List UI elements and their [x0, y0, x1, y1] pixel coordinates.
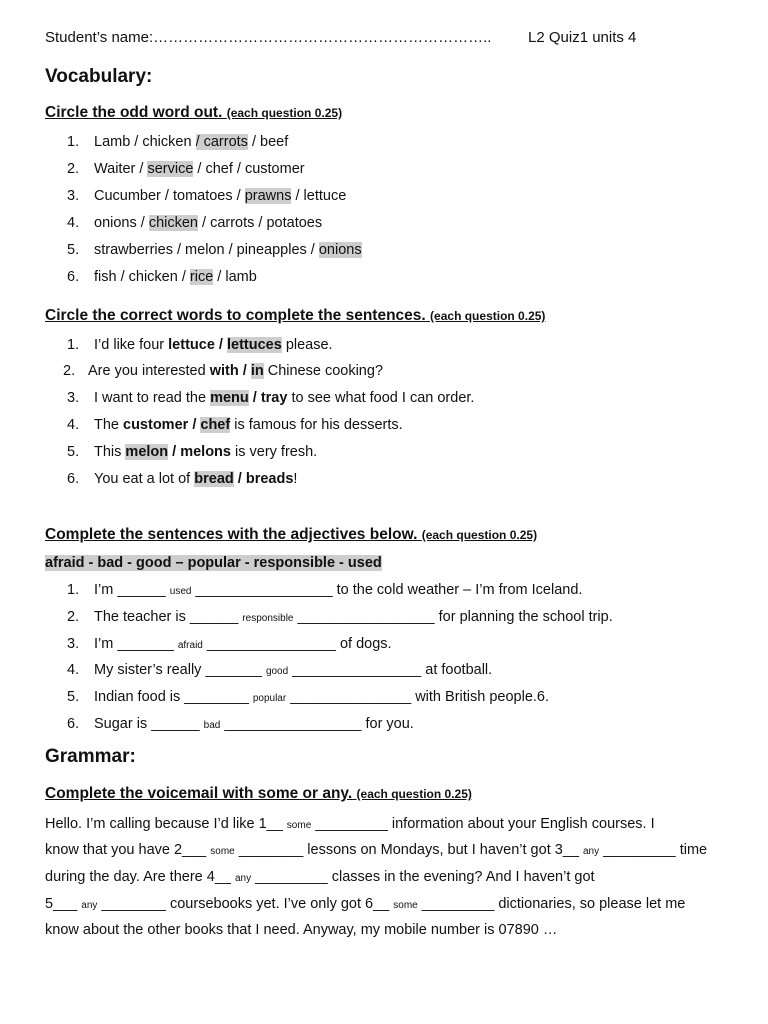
correct-words-title: Circle the correct words to complete the sentences.	[45, 307, 426, 324]
adjectives-title: Complete the sentences with the adjectives below.	[45, 526, 418, 543]
highlighted-answer: onions	[318, 242, 362, 258]
written-answer: any	[81, 900, 98, 911]
list-item: 5. strawberries / melon / pineapples / onions	[67, 242, 362, 258]
odd-word-points: (each question 0.25)	[226, 106, 343, 120]
highlighted-answer: service	[147, 161, 194, 177]
voicemail-line: Hello. I’m calling because I’d like 1__ some _________ information about your English courses. I	[45, 816, 655, 832]
highlighted-answer: chef	[200, 417, 231, 433]
odd-word-title: Circle the odd word out.	[45, 104, 223, 121]
list-item: 1. Lamb / chicken / carrots / beef	[67, 134, 289, 150]
written-answer: good	[265, 666, 289, 677]
written-answer: afraid	[177, 640, 203, 651]
quiz-title: L2 Quiz1 units 4	[528, 29, 637, 46]
voicemail-heading	[45, 785, 472, 803]
voicemail-title: Complete the voicemail with some or any.	[45, 785, 353, 802]
highlighted-answer: bread	[194, 471, 234, 487]
grammar-heading: Grammar:	[45, 746, 136, 767]
list-item: 2. The teacher is ______ responsible _________________ for planning the school trip.	[67, 609, 613, 625]
list-item: 4. The customer / chef is famous for his desserts.	[67, 417, 403, 433]
list-item: 6. Sugar is ______ bad _________________ for you.	[67, 716, 414, 732]
voicemail-line: during the day. Are there 4__ any _________ classes in the evening? And I haven’t got	[45, 869, 595, 885]
adjectives-heading	[45, 526, 537, 544]
list-item: 3. Cucumber / tomatoes / prawns / lettuce	[67, 188, 347, 204]
list-item: 5. Indian food is ________ popular _______________ with British people.6.	[67, 689, 549, 705]
list-item: 2. Waiter / service / chef / customer	[67, 161, 305, 177]
list-item: 2. Are you interested with / in Chinese cooking?	[63, 363, 384, 379]
highlighted-answer: in	[250, 363, 264, 379]
voicemail-line: know that you have 2___ some ________ lessons on Mondays, but I haven’t got 3__ any _________ time	[45, 842, 708, 858]
highlighted-answer: / carrots	[195, 134, 248, 150]
written-answer: some	[393, 900, 418, 911]
odd-word-heading	[45, 104, 342, 122]
written-answer: any	[234, 873, 252, 884]
list-item: 3. I’m _______ afraid ________________ of dogs.	[67, 636, 392, 652]
student-name-line: Student’s name:…………………………………………………………..	[45, 29, 492, 46]
list-item: 4. My sister’s really _______ good ________________ at football.	[67, 662, 493, 678]
highlighted-answer: lettuces	[226, 337, 282, 353]
list-item: 6. fish / chicken / rice / lamb	[67, 269, 257, 285]
written-answer: bad	[203, 720, 221, 731]
correct-words-heading	[45, 307, 545, 325]
voicemail-points: (each question 0.25)	[356, 787, 472, 801]
written-answer: some	[210, 846, 235, 857]
voicemail-line: 5___ any ________ coursebooks yet. I’ve only got 6__ some _________ dictionaries, so please let me	[45, 896, 686, 912]
highlighted-answer: prawns	[244, 188, 292, 204]
highlighted-answer: rice	[189, 269, 214, 285]
highlighted-answer: menu	[210, 390, 249, 406]
list-item: 6. You eat a lot of bread / breads!	[67, 471, 298, 487]
written-answer: any	[582, 846, 600, 857]
list-item: 5. This melon / melons is very fresh.	[67, 444, 318, 460]
written-answer: used	[169, 586, 192, 597]
list-item: 4. onions / chicken / carrots / potatoes	[67, 215, 323, 231]
highlighted-answer: chicken	[148, 215, 198, 231]
voicemail-line: know about the other books that I need. Anyway, my mobile number is 07890 …	[45, 922, 558, 938]
list-item: 1. I’d like four lettuce / lettuces please.	[67, 337, 333, 353]
written-answer: some	[286, 820, 312, 831]
word-bank: afraid - bad - good – popular - responsible - used	[45, 555, 382, 571]
vocabulary-heading: Vocabulary:	[45, 66, 153, 87]
written-answer: responsible	[242, 613, 294, 624]
written-answer: popular	[252, 693, 287, 704]
adjectives-points: (each question 0.25)	[421, 528, 538, 542]
correct-words-points: (each question 0.25)	[430, 309, 546, 323]
list-item: 3. I want to read the menu / tray to see what food I can order.	[67, 390, 475, 406]
highlighted-answer: melon	[125, 444, 169, 460]
list-item: 1. I’m ______ used _________________ to the cold weather – I’m from Iceland.	[67, 582, 583, 598]
